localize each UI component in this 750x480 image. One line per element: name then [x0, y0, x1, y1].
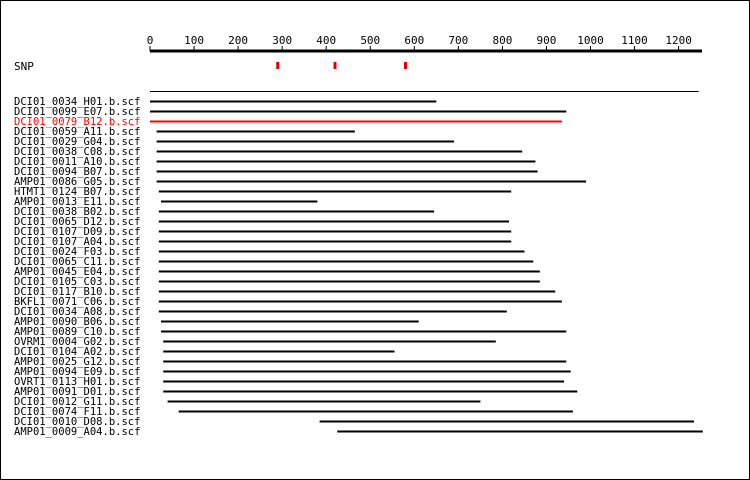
read-name[interactable]: BKFL1_0071_C06.b.scf — [14, 296, 141, 308]
read-name[interactable]: HTMT1_0124_B07.b.scf — [14, 186, 141, 198]
read-name[interactable]: AMP01_0094_E09.b.scf — [14, 366, 141, 378]
read-name[interactable]: DCI01_0012_G11.b.scf — [14, 396, 141, 408]
axis-tick-label: 900 — [536, 34, 557, 47]
read-name[interactable]: DCI01_0107_A04.b.scf — [14, 236, 141, 248]
read-name[interactable]: DCI01_0065_C11.b.scf — [14, 256, 141, 268]
axis-tick-label: 300 — [272, 34, 293, 47]
read-list — [14, 96, 703, 438]
snp-marker[interactable] — [334, 62, 337, 69]
axis-tick-label: 800 — [492, 34, 513, 47]
read-name[interactable]: AMP01_0091_D01.b.scf — [14, 386, 141, 398]
read-name[interactable]: DCI01_0029_G04.b.scf — [14, 136, 141, 148]
axis-tick-label: 400 — [316, 34, 337, 47]
read-name[interactable]: AMP01_0013_E11.b.scf — [14, 196, 141, 208]
read-name[interactable]: DCI01_0074_F11.b.scf — [14, 406, 141, 418]
read-name[interactable]: DCI01_0011_A10.b.scf — [14, 156, 141, 168]
axis-tick-label: 500 — [360, 34, 381, 47]
read-name[interactable]: DCI01_0104_A02.b.scf — [14, 346, 141, 358]
axis-tick-label: 200 — [228, 34, 249, 47]
snp-track-label: SNP — [14, 60, 34, 73]
read-name[interactable]: DCI01_0059_A11.b.scf — [14, 126, 141, 138]
position-axis — [147, 34, 702, 51]
axis-tick-label: 600 — [404, 34, 425, 47]
axis-tick-label: 1000 — [577, 34, 604, 47]
read-name[interactable]: OVRM1_0004_G02.b.scf — [14, 336, 141, 348]
read-name[interactable]: DCI01_0038_C08.b.scf — [14, 146, 141, 158]
axis-tick-label: 1100 — [621, 34, 648, 47]
axis-tick-label: 100 — [184, 34, 204, 47]
snp-marker[interactable] — [276, 62, 279, 69]
read-row[interactable] — [14, 426, 703, 438]
read-name[interactable]: DCI01_0065_D12.b.scf — [14, 216, 141, 228]
read-name[interactable]: AMP01_0086_G05.b.scf — [14, 176, 141, 188]
read-name[interactable]: AMP01_0045_E04.b.scf — [14, 266, 141, 278]
read-name[interactable]: DCI01_0099_E07.b.scf — [14, 106, 141, 118]
read-name[interactable]: DCI01_0038_B02.b.scf — [14, 206, 141, 218]
snp-track — [276, 62, 407, 69]
snp-marker[interactable] — [404, 62, 407, 69]
read-name[interactable]: DCI01_0079_B12.b.scf — [14, 116, 141, 128]
axis-tick-label: 1200 — [665, 34, 692, 47]
axis-tick-label: 700 — [448, 34, 469, 47]
read-name[interactable]: DCI01_0117_B10.b.scf — [14, 286, 141, 298]
assembly-viewer — [1, 1, 749, 479]
read-name[interactable]: AMP01_0009_A04.b.scf — [14, 426, 141, 438]
read-name[interactable]: DCI01_0107_D09.b.scf — [14, 226, 141, 238]
read-name[interactable]: DCI01_0105_C03.b.scf — [14, 276, 141, 288]
read-name[interactable]: OVRT1_0113_H01.b.scf — [14, 376, 141, 388]
read-name[interactable]: DCI01_0034_H01.b.scf — [14, 96, 141, 108]
read-name[interactable]: DCI01_0034_A08.b.scf — [14, 306, 141, 318]
read-name[interactable]: AMP01_0025_G12.b.scf — [14, 356, 141, 368]
read-name[interactable]: AMP01_0089_C10.b.scf — [14, 326, 141, 338]
axis-tick-label: 0 — [146, 34, 154, 47]
read-name[interactable]: DCI01_0094_B07.b.scf — [14, 166, 141, 178]
read-name[interactable]: DCI01_0010_D08.b.scf — [14, 416, 141, 428]
read-name[interactable]: AMP01_0090_B06.b.scf — [14, 316, 141, 328]
read-name[interactable]: DCI01_0024_F03.b.scf — [14, 246, 141, 258]
